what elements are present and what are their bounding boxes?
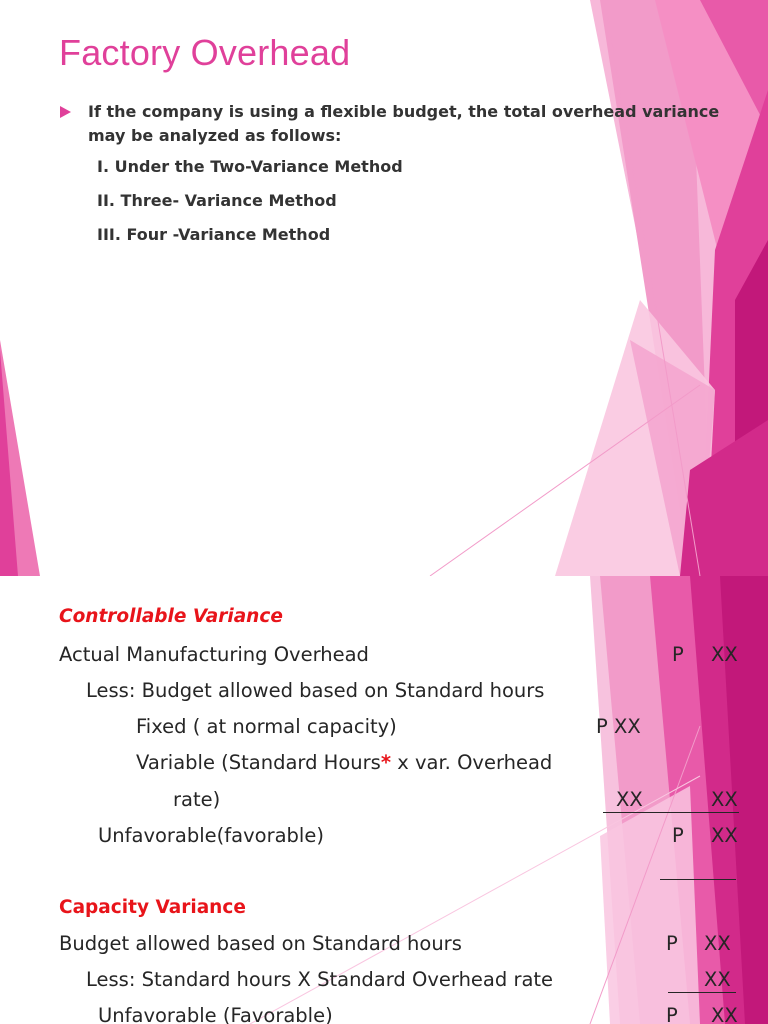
capacity-variance-heading: Capacity Variance [59, 897, 246, 918]
list-item-four-variance: III. Four -Variance Method [97, 225, 331, 244]
controllable-unfavorable-amount: XX [711, 824, 738, 847]
fixed-amount: P XX [596, 715, 641, 738]
rate-amount: XX [616, 788, 643, 811]
variable-label-text: Variable (Standard Hours [136, 751, 381, 774]
capacity-less-label: Less: Standard hours X Standard Overhead rate [86, 968, 554, 991]
list-item-two-variance: I. Under the Two-Variance Method [97, 157, 403, 176]
asterisk-note: * [380, 751, 392, 774]
capacity-budget-amount: XX [704, 932, 731, 955]
capacity-unfavorable-amount: XX [711, 1004, 738, 1024]
variable-label [136, 751, 552, 774]
controllable-unfavorable-p: P [672, 824, 684, 847]
variable-label-suffix: x var. Overhead [391, 751, 553, 774]
capacity-budget-p: P [666, 932, 678, 955]
fixed-label: Fixed ( at normal capacity) [136, 715, 397, 738]
bullet-text: If the company is using a flexible budget, the total overhead variance may be analyzed as follows: [88, 102, 720, 145]
total-underline [660, 879, 736, 880]
subtotal-underline [603, 812, 739, 813]
capacity-unfavorable-label: Unfavorable (Favorable) [98, 1004, 333, 1024]
controllable-variance-heading: Controllable Variance [59, 606, 283, 627]
slide-title: Factory Overhead [59, 32, 351, 73]
controllable-unfavorable-label: Unfavorable(favorable) [98, 824, 324, 847]
capacity-underline [668, 992, 736, 993]
bullet-arrow-icon [60, 106, 71, 118]
actual-overhead-amount: XX [711, 643, 738, 666]
capacity-less-amount: XX [704, 968, 731, 991]
rate-total: XX [711, 788, 738, 811]
slide-variance-computation [0, 576, 768, 1024]
list-item-three-variance: II. Three- Variance Method [97, 191, 337, 210]
capacity-budget-label: Budget allowed based on Standard hours [59, 932, 462, 955]
capacity-unfavorable-p: P [666, 1004, 678, 1024]
rate-label: rate) [173, 788, 221, 811]
actual-overhead-label: Actual Manufacturing Overhead [59, 643, 369, 666]
actual-overhead-p: P [672, 643, 684, 666]
less-budget-allowed-label: Less: Budget allowed based on Standard hours [86, 679, 545, 702]
